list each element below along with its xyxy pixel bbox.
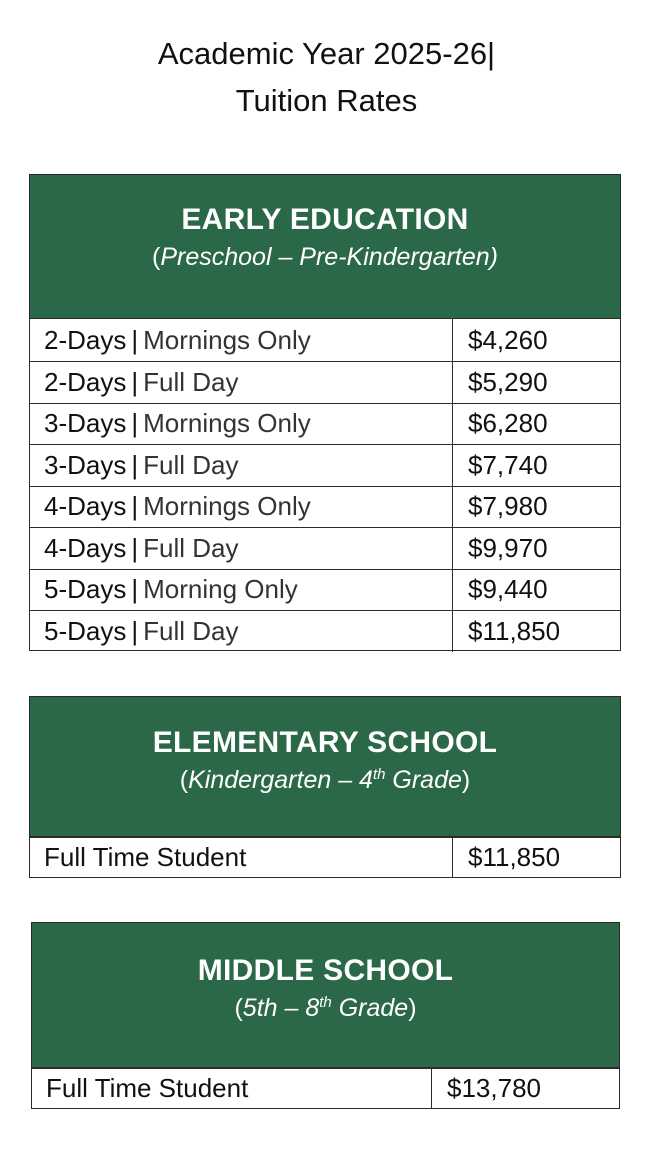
table-row: [30, 319, 620, 361]
row-label: Full Time Student: [30, 838, 453, 877]
middle-school-table: [31, 922, 620, 1109]
price-value: $7,980: [468, 491, 548, 522]
page-title: [0, 30, 653, 124]
table-row: [30, 486, 620, 528]
section-title: ELEMENTARY SCHOOL: [152, 726, 498, 759]
row-price: [453, 404, 620, 445]
row-price: [453, 528, 620, 569]
row-separator: |: [131, 574, 139, 605]
row-price: $13,780: [447, 1073, 541, 1103]
early-education-rows: [30, 319, 620, 652]
row-price: [453, 362, 620, 403]
row-days: 4-Days: [44, 491, 127, 522]
table-row: [30, 444, 620, 486]
row-separator: |: [131, 532, 139, 563]
row-separator: |: [131, 324, 139, 355]
price-value: $11,850: [468, 615, 561, 646]
row-days: 5-Days: [44, 615, 127, 646]
middle-school-header: [32, 923, 619, 1068]
row-separator: |: [131, 449, 139, 480]
row-days: 4-Days: [44, 532, 127, 563]
row-label: [30, 570, 453, 611]
row-days: 2-Days: [44, 324, 127, 355]
section-subtitle: (5th – 8th Grade): [234, 994, 417, 1022]
early-education-table: [29, 174, 621, 651]
row-separator: |: [131, 408, 139, 439]
section-subtitle: (Preschool – Pre-Kindergarten): [152, 243, 498, 271]
row-price: $11,850: [468, 842, 561, 872]
row-label: Full Time Student: [32, 1069, 432, 1108]
row-price: [453, 611, 620, 652]
row-label: [30, 611, 453, 652]
row-option: Morning Only: [143, 574, 298, 605]
section-title: MIDDLE SCHOOL: [197, 954, 454, 987]
row-label: [30, 404, 453, 445]
section-title: EARLY EDUCATION: [181, 203, 469, 236]
early-education-header: [30, 175, 620, 319]
table-row: [30, 361, 620, 403]
row-option: Full Day: [143, 449, 239, 480]
row-separator: |: [131, 615, 139, 646]
row-days: 2-Days: [44, 366, 127, 397]
row-separator: |: [131, 491, 139, 522]
title-line-1: Academic Year 2025-26|: [157, 36, 496, 71]
elementary-school-table: [29, 696, 621, 878]
row-separator: |: [131, 366, 139, 397]
row-label: [30, 445, 453, 486]
price-value: $9,440: [468, 574, 548, 605]
elementary-school-header: [30, 697, 620, 837]
row-price: [453, 445, 620, 486]
row-option: Mornings Only: [143, 324, 311, 355]
table-row: [30, 527, 620, 569]
price-value: $9,970: [468, 532, 548, 563]
price-value: $4,260: [468, 324, 548, 355]
table-row: [30, 403, 620, 445]
table-row: [30, 837, 620, 877]
price-value: $6,280: [468, 408, 548, 439]
title-line-2: Tuition Rates: [235, 83, 418, 118]
row-option: Full Day: [143, 532, 239, 563]
row-label: [30, 487, 453, 528]
row-days: 5-Days: [44, 574, 127, 605]
price-value: $7,740: [468, 449, 548, 480]
row-price: [453, 319, 620, 361]
row-days: 3-Days: [44, 408, 127, 439]
row-days: 3-Days: [44, 449, 127, 480]
table-row: [32, 1068, 619, 1108]
row-label: [30, 362, 453, 403]
row-option: Mornings Only: [143, 491, 311, 522]
row-price: [453, 570, 620, 611]
price-value: $5,290: [468, 366, 548, 397]
table-row: [30, 610, 620, 652]
row-label: [30, 319, 453, 361]
row-option: Full Day: [143, 615, 239, 646]
row-option: Full Day: [143, 366, 239, 397]
table-row: [30, 569, 620, 611]
row-label: [30, 528, 453, 569]
row-price: [453, 487, 620, 528]
section-subtitle: (Kindergarten – 4th Grade): [179, 766, 471, 794]
row-option: Mornings Only: [143, 408, 311, 439]
